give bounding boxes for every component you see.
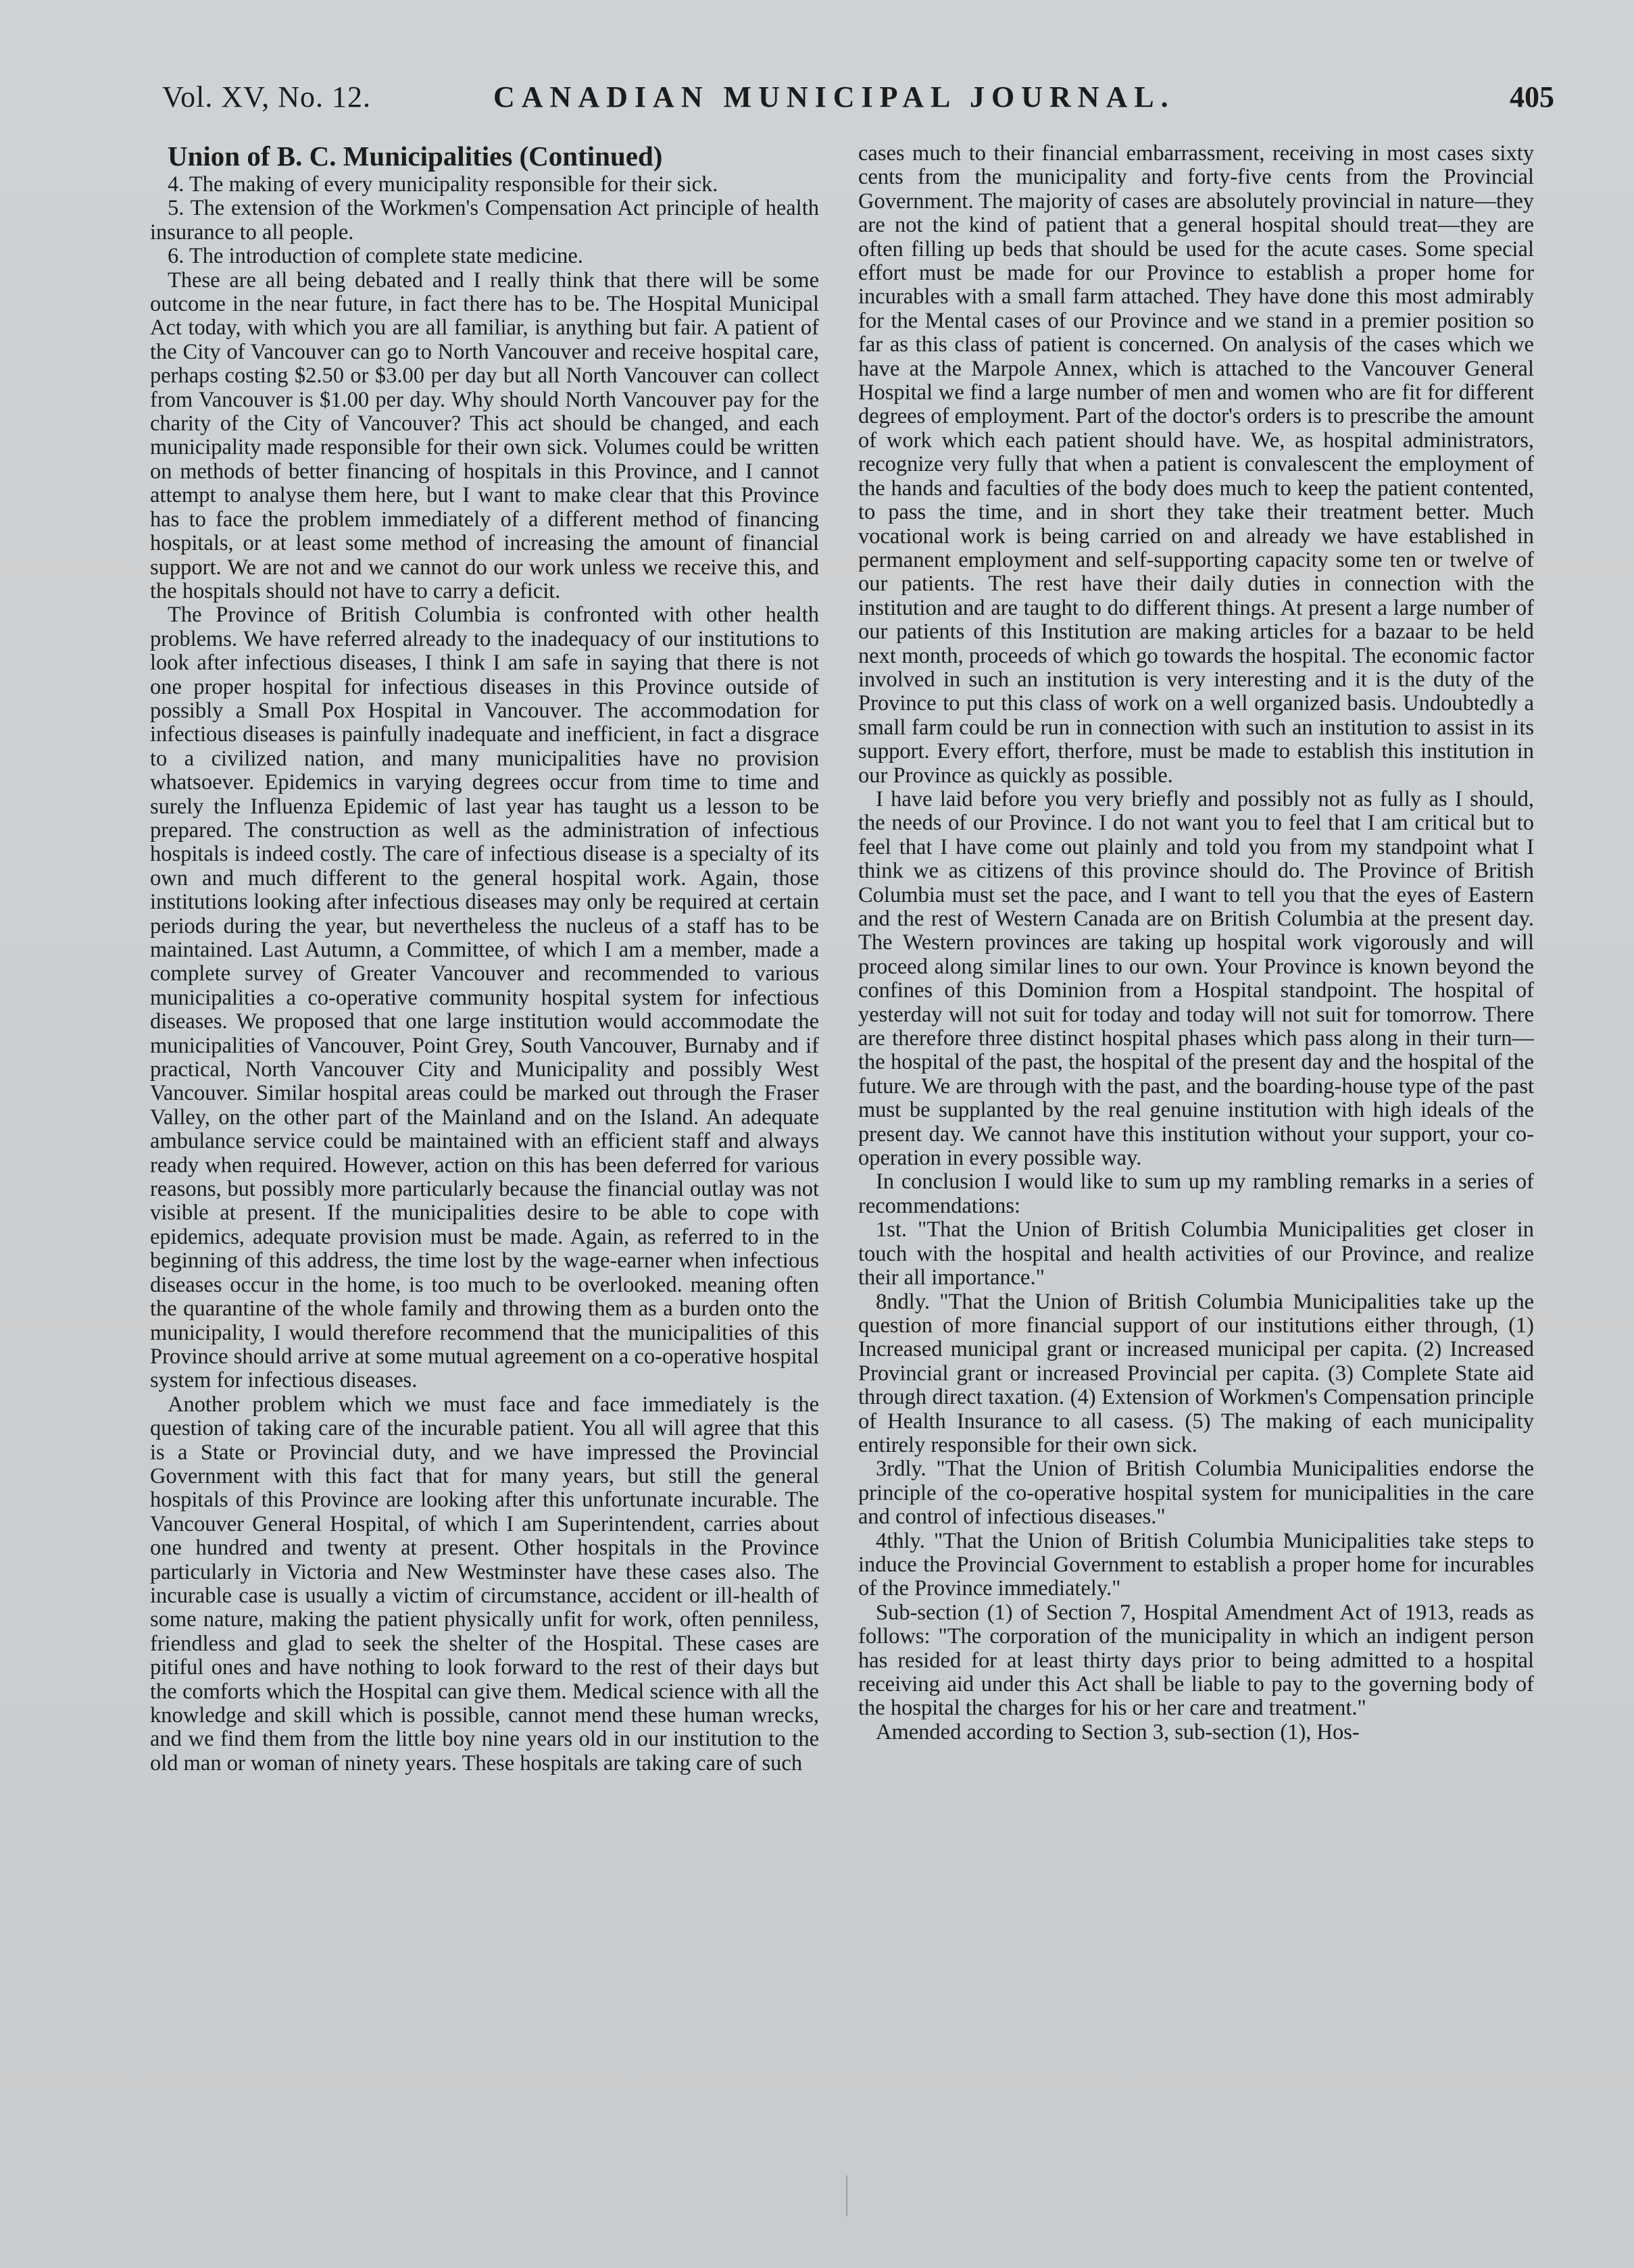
recommendation: 4thly. "That the Union of British Columbia Municipalities take steps to induce the Provincial Government to establish a proper home for incurables of the Province immediately." <box>858 1528 1534 1601</box>
page-number: 405 <box>1510 80 1554 114</box>
paragraph: 5. The extension of the Workmen's Compensation Act principle of health insurance to all people. <box>150 196 819 245</box>
journal-title: CANADIAN MUNICIPAL JOURNAL. <box>493 80 1175 114</box>
paragraph: Amended according to Section 3, sub-section (1), Hos- <box>876 1719 1360 1744</box>
paragraph: cases much to their financial embarrassment, receiving in most cases sixty cents from the municipality and forty-five cents from the Provincial Government. The majority of cases are absolutely provincial in nature—they are not the kind of patient that a general hospital should treat—they are often filling up beds that should be used for the acute cases. Some special effort must be made for our Province to establish a proper home for incurables with a small farm attached. They have done this most admirably for the Mental cases of our Province and we stand in a premier position so far as this class of patient is concerned. On analysis of the cases which we have at the Marpole Annex, which is attached to the Vancouver General Hospital we find a large number of men and women who are fit for different degrees of employment. Part of the doctor's orders is to prescribe the amount of work which each patient should have. We, as hospital administrators, recognize very fully that when a patient is convalescent the employment of the hands and faculties of the body does much to keep the patient contented, to pass the time, and in short they take their treatment better. Much vocational work is being carried on and already we have established in permanent employment and self-supporting capacity some ten or twelve of our patients. The rest have their daily duties in connection with the institution and are taught to do different things. At present a large number of our patients of this Institution are making articles for a bazaar to be held next month, proceeds of which go towards the hospital. The economic factor involved in such an institution is very interesting and it is the duty of the Province to put this class of work on a well organized basis. Undoubtedly a small farm could be run in connection with such an institution to assist in its support. Every effort, therfore, must be made to establish this institution in our Province as quickly as possible. <box>858 141 1534 788</box>
recommendation: 1st. "That the Union of British Columbia Municipalities get closer in touch with the hospital and health activities of our Province, and realize their all importance." <box>858 1217 1534 1290</box>
paragraph: In conclusion I would like to sum up my rambling remarks in a series of recommendations: <box>858 1169 1534 1218</box>
paragraph: I have laid before you very briefly and possibly not as fully as I should, the needs of our Province. I do not want you to feel that I am critical but to feel that I have come out plainly and told you from my standpoint what I think we as citizens of this province should do. The Province of British Columbia must set the pace, and I want to tell you that the eyes of Eastern and the rest of Western Canada are on British Columbia at the present day. The Western provinces are taking up hospital work vigorously and will proceed along similar lines to our own. Your Province is known beyond the confines of this Dominion from a Hospital standpoint. The hospital of yesterday will not suit for today and today will not suit for tomorrow. There are therefore three distinct hospital phases which pass along in their turn—the hospital of the past, the hospital of the present day and the hospital of the future. We are through with the past, and the boarding-house type of the past must be supplanted by the real genuine institution with high ideals of the present day. We cannot have this institution without your support, your co-operation in every possible way. <box>858 786 1534 1171</box>
recommendation: 3rdly. "That the Union of British Columbia Municipalities endorse the principle of the co-operative hospital system for municipalities in the care and control of infectious diseases." <box>858 1457 1534 1530</box>
paragraph: The Province of British Columbia is confronted with other health problems. We have referred already to the inadequacy of our institutions to look after infectious diseases, I think I am safe in saying that there is not one proper hospital for infectious diseases in this Province outside of possibly a Small Pox Hospital in Vancouver. The accommodation for infectious diseases is painfully inadequate and inefficient, in fact a disgrace to a civilized nation, and many municipalities have no provision whatsoever. Epidemics in varying degrees occur from time to time and surely the Influenza Epidemic of last year has taught us a lesson to be prepared. The construction as well as the administration of infectious hospitals is indeed costly. The care of infectious disease is a specialty of its own and much different to the general hospital work. Again, those institutions looking after infectious diseases may only be required at certain periods during the year, but nevertheless the nucleus of a staff has to be maintained. Last Autumn, a Committee, of which I am a member, made a complete survey of Greater Vancouver and recommended to various municipalities a co-operative community hospital system for infectious diseases. We proposed that one large institution would accommodate the municipalities of Vancouver, Point Grey, South Vancouver, Burnaby and if practical, North Vancouver City and Municipality and possibly West Vancouver. Similar hospital areas could be marked out through the Fraser Valley, on the other part of the Mainland and on the Island. An adequate ambulance service could be maintained with an efficient staff and always ready when required. However, action on this has been deferred for various reasons, but possibly more particularly because the financial outlay was not visible at present. If the municipalities desire to be able to cope with epidemics, adequate provision must be made. Again, as referred to in the beginning of this address, the time lost by the wage-earner when infectious diseases occur in the home, is too much to be overlooked. meaning often the quarantine of the whole family and throwing them as a burden onto the municipality, I would therefore recommend that the municipalities of this Province should arrive at some mutual agreement on a co-operative hospital system for infectious diseases. <box>150 603 819 1393</box>
recommendation: 8ndly. "That the Union of British Columbia Municipalities take up the question of more financial support of our institutions either through, (1) Increased municipal grant or increased municipal per capita. (2) Increased Provincial grant or increased Provincial per capita. (3) Complete State aid through direct taxation. (4) Extension of Workmen's Compensation principle of Health Insurance to all casess. (5) The making of each municipality entirely responsible for their own sick. <box>858 1289 1534 1457</box>
right-column <box>858 142 1534 1744</box>
left-column <box>150 139 819 1775</box>
paragraph: Sub-section (1) of Section 7, Hospital Amendment Act of 1913, reads as follows: "The corporation of the municipality in which an indigent person has resided for at least thirty days prior to being admitted to a hospital receiving aid under this Act shall be liable to pay to the governing body of the hospital the charges for his or her care and treatment." <box>858 1600 1534 1721</box>
paragraph: 4. The making of every municipality responsible for their sick. <box>168 172 718 197</box>
volume-number: Vol. XV, No. 12. <box>162 80 371 114</box>
section-title: Union of B. C. Municipalities (Continued) <box>168 141 663 172</box>
page-header <box>162 80 1554 120</box>
paragraph: Another problem which we must face and face immediately is the question of taking care of the incurable patient. You all will agree that this is a State or Provincial duty, and we have impressed the Provincial Government with this fact that for many years, but still the general hospitals of this Province are looking after this unfortunate incurable. The Vancouver General Hospital, of which I am Superintendent, carries about one hundred and twenty at present. Other hospitals in the Province particularly in Victoria and New Westminster have these cases also. The incurable case is usually a victim of circumstance, accident or ill-health of some nature, making the patient physically unfit for work, often penniless, friendless and glad to seek the shelter of the Hospital. These cases are pitiful ones and have nothing to look forward to the rest of their days but the comforts which the Hospital can give them. Medical science with all the knowledge and skill which is possible, cannot mend these human wrecks, and we find them from the little boy nine years old in our institution to the old man or woman of ninety years. These hospitals are taking care of such <box>150 1392 819 1775</box>
paragraph: 6. The introduction of complete state medicine. <box>168 244 583 269</box>
paragraph: These are all being debated and I really think that there will be some outcome in the near future, in fact there has to be. The Hospital Municipal Act today, with which you are all familiar, is anything but fair. A patient of the City of Vancouver can go to North Vancouver and receive hospital care, perhaps costing $2.50 or $3.00 per day but all North Vancouver can collect from Vancouver is $1.00 per day. Why should North Vancouver pay for the charity of the City of Vancouver? This act should be changed, and each municipality made responsible for their own sick. Volumes could be written on methods of better financing of hospitals in this Province, and I cannot attempt to analyse them here, but I want to make clear that this Province has to face the problem immediately of a different method of financing hospitals, or at least some method of increasing the amount of financial support. We are not and we cannot do our work unless we receive this, and the hospitals should not have to carry a deficit. <box>150 268 819 603</box>
column-divider <box>846 2175 847 2216</box>
